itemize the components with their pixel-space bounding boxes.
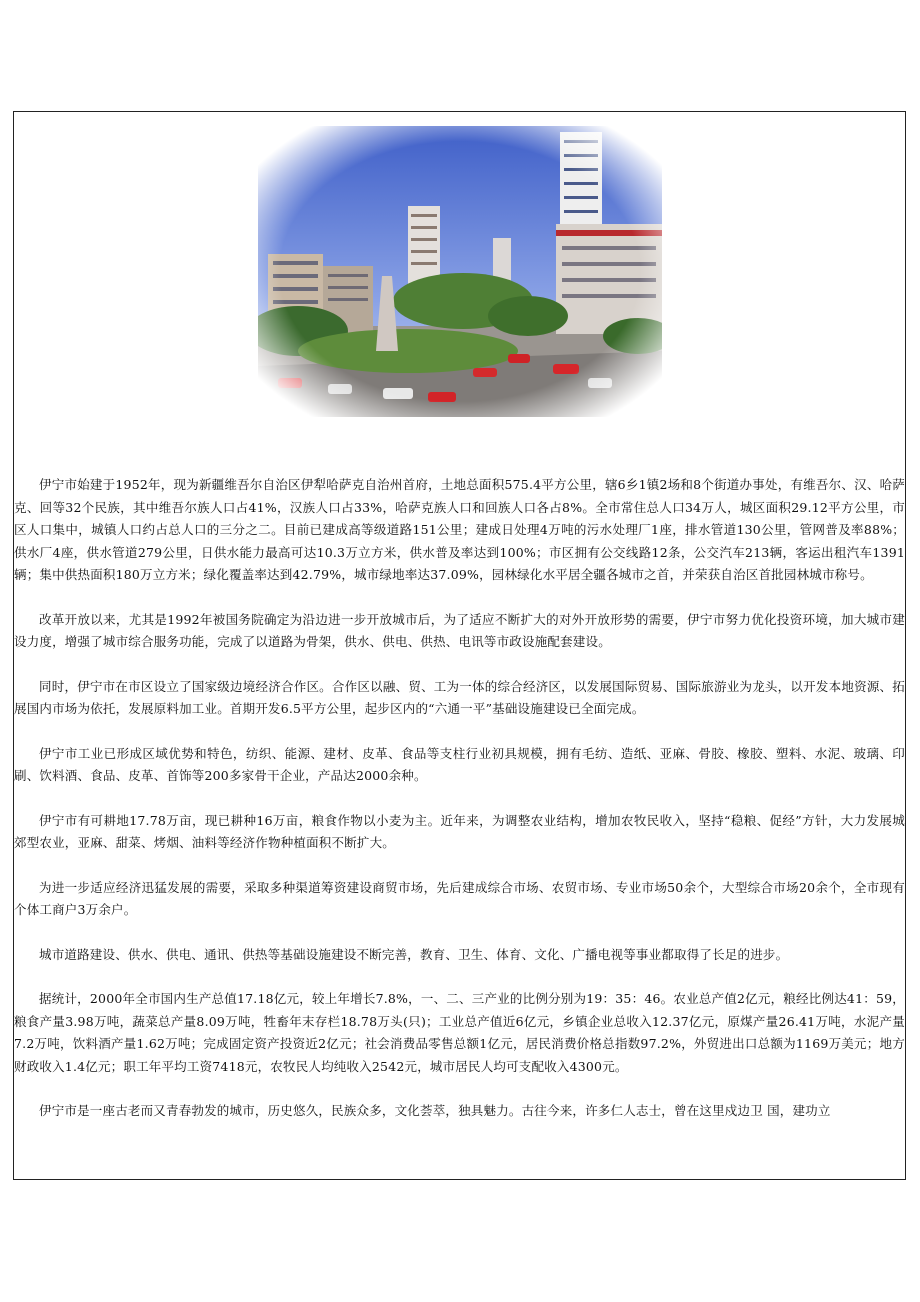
paragraph: 伊宁市是一座古老而又青春勃发的城市，历史悠久，民族众多，文化荟萃，独具魅力。古往今来，许多仁人志士，曾在这里戍边卫 国，建功立 (39, 1103, 831, 1118)
paragraph: 据统计，2000年全市国内生产总值17.18亿元，较上年增长7.8%，一、二、三产业的比例分别为19：35：46。农业总产值2亿元，粮经比例达41：59，粮食产量3.98万吨，蔬菜总产量8.09万吨，牲畜年末存栏18.78万头(只)；工业总产值近6亿元，乡镇企业总收入12.37亿元，原煤产量26.41万吨，水泥产量7.2万吨，饮料酒产量1.62万吨；完成固定资产投资近2亿元；社会消费品零售总额1亿元，居民消费价格总指数97.2%，外贸进出口总额为1169万美元；地方财政收入1.4亿元；职工年平均工资7418元，农牧民人均纯收入2542元，城市居民人均可支配收入4300元。 (14, 991, 905, 1074)
city-square-photo-icon (258, 126, 662, 417)
article-body (14, 474, 905, 1123)
paragraph: 为进一步适应经济迅猛发展的需要，采取多种渠道筹资建设商贸市场，先后建成综合市场、农贸市场、专业市场50余个，大型综合市场20余个，全市现有个体工商户3万余户。 (14, 879, 905, 917)
paragraph: 伊宁市有可耕地17.78万亩，现已耕种16万亩，粮食作物以小麦为主。近年来，为调整农业结构，增加农牧民收入，坚持“稳粮、促经”方针，大力发展城郊型农业，亚麻、甜菜、烤烟、油料等经济作物种植面积不断扩大。 (14, 812, 905, 850)
paragraph: 城市道路建设、供水、供电、通讯、供热等基础设施建设不断完善，教育、卫生、体育、文化、广播电视等事业都取得了长足的进步。 (39, 946, 789, 962)
paragraph: 改革开放以来，尤其是1992年被国务院确定为沿边进一步开放城市后，为了适应不断扩大的对外开放形势的需要，伊宁市努力优化投资环境，加大城市建设力度，增强了城市综合服务功能，完成了以道路为骨架，供水、供电、供热、电讯等市政设施配套建设。 (14, 611, 905, 649)
document-frame (13, 111, 906, 1180)
paragraph: 伊宁市工业已形成区域优势和特色，纺织、能源、建材、皮革、食品等支柱行业初具规模，拥有毛纺、造纸、亚麻、骨胶、橡胶、塑料、水泥、玻璃、印刷、饮料酒、食品、皮革、首饰等200多家骨干企业，产品达2000余种。 (14, 745, 905, 783)
paragraph: 同时，伊宁市在市区设立了国家级边境经济合作区。合作区以融、贸、工为一体的综合经济区，以发展国际贸易、国际旅游业为龙头，以开发本地资源、拓展国内市场为依托，发展原料加工业。首期开发6.5平方公里，起步区内的“六通一平”基础设施建设已全面完成。 (14, 678, 905, 716)
city-square-photo (258, 126, 662, 417)
paragraph: 伊宁市始建于1952年，现为新疆维吾尔自治区伊犁哈萨克自治州首府，土地总面积575.4平方公里，辖6乡1镇2场和8个街道办事处，有维吾尔、汉、哈萨克、回等32个民族，其中维吾尔族人口占41%，汉族人口占33%，哈萨克族人口和回族人口各占8%。全市常住总人口34万人，城区面积29.12平方公里，市区人口集中，城镇人口约占总人口的三分之二。目前已建成高等级道路151公里；建成日处理4万吨的污水处理厂1座，排水管道130公里，管网普及率88%；供水厂4座，供水管道279公里，日供水能力最高可达10.3万立方米，供水普及率达到100%；市区拥有公交线路12条，公交汽车213辆，客运出租汽车1391辆；集中供热面积180万立方米；绿化覆盖率达到42.79%，城市绿地率达37.09%，园林绿化水平居全疆各城市之首，并荣获自治区首批园林城市称号。 (14, 477, 905, 582)
